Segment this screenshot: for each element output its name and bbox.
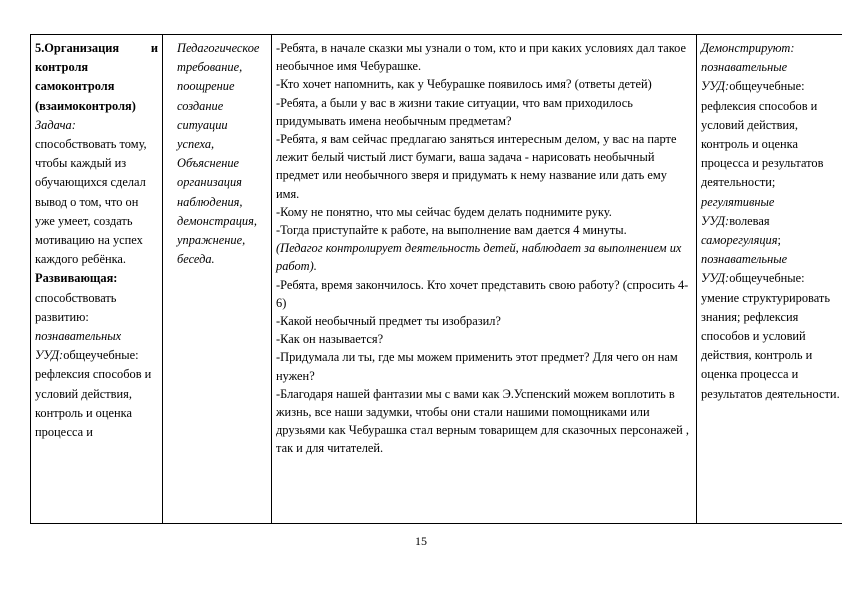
regulative-uud-text: волевая [729,213,770,228]
dialogue-line: -Кому не понятно, что мы сейчас будем делать поднимите руку. [276,204,612,219]
list-item: организация наблюдения, [177,175,243,209]
lesson-plan-table [30,34,842,524]
task-label: Задача: [35,117,76,132]
stage-cell [31,35,163,524]
regulative-uud-label: регулятивные УУД: [701,194,775,228]
uud-label: познавательных УУД: [35,329,122,363]
dialogue-line: -Какой необычный предмет ты изобразил? [276,314,501,329]
dialogue-line: -Придумала ли ты, где мы можем применить этот предмет? Для чего он нам нужен? [276,350,678,383]
cognitive-uud-text: общеучебные: рефлексия способов и условий действия, контроль и оценка процесса и результатов деятельности; [701,79,824,190]
dialogue-line: -Благодаря нашей фантазии мы с вами как Э.Успенский можем воплотить в жизнь, все наши задумки, чтобы они стали нашими помощниками или друзьями как Чебурашка стал верным товарищем для сказочных персонажей , так и для читателей. [276,386,689,456]
teacher-note: (Педагог контролирует деятельность детей, наблюдает за выполнением их работ). [276,241,682,274]
dialogue-line: -Ребята, в начале сказки мы узнали о том, кто и при каких условиях дал такое необычное имя Чебурашке. [276,41,687,74]
list-item: беседа. [177,252,215,267]
dialogue-line: -Как он называется? [276,332,384,347]
dialogue-line: -Ребята, а были у вас в жизни такие ситуации, что вам приходилось придумывать имена необычным предметам? [276,95,633,128]
list-item: Педагогическое требование, [177,41,260,75]
methods-list [167,39,267,269]
stage-title-rest: самоконтроля (взаимоконтроля) [35,79,136,113]
list-item: Объяснение [177,156,240,171]
outcomes-cell [697,35,842,524]
task-text: способствовать тому, чтобы каждый из обучающихся сделал вывод о том, что он уже умеет, создать мотивацию на успех каждого ребёнка. [35,137,147,267]
dialogue-line: -Тогда приступайте к работе, на выполнение вам дается 4 минуты. [276,223,627,238]
list-item: демонстрация, [177,213,257,228]
stage-title: 5.Организация контроля [35,41,120,75]
dialogue-line: -Кто хочет напомнить, как у Чебурашке появилось имя? (ответы детей) [276,77,652,92]
table-row [31,35,842,524]
self-regulation-label: саморегуляция [701,233,778,248]
developing-label: Развивающая: [35,271,118,286]
list-item: создание ситуации успеха, [177,98,228,152]
dialogue-line: -Ребята, я вам сейчас предлагаю заняться интересным делом, у вас на парте лежит белый чистый лист бумаги, ваша задача - нарисовать необычный предмет или необычного зверя и придумать к нему название или дать ему имя. [276,132,677,201]
cognitive-uud-text-2: общеучебные: умение структурировать знания; рефлексия способов и условий действия, контроль и оценка процесса и результатов деятельности. [701,271,840,401]
list-item: поощрение [177,79,235,94]
self-regulation-suffix: ; [777,233,781,248]
uud-text: общеучебные: рефлексия способов и условий действия, контроль и оценка процесса и [35,348,152,440]
methods-cell [163,35,272,524]
cognitive-uud-label: познавательные УУД: [701,60,788,94]
dialogue-line: -Ребята, время закончилось. Кто хочет представить свою работу? (спросить 4-6) [276,277,689,310]
cognitive-uud-label-2: познавательные УУД: [701,252,788,286]
teacher-activity-cell [272,35,697,524]
page-number: 15 [415,534,427,548]
demonstrate-label: Демонстрируют: [701,41,795,55]
list-item: упражнение, [177,233,246,248]
stage-title-conj: и [150,41,158,55]
developing-text: способствовать развитию: [35,290,117,324]
